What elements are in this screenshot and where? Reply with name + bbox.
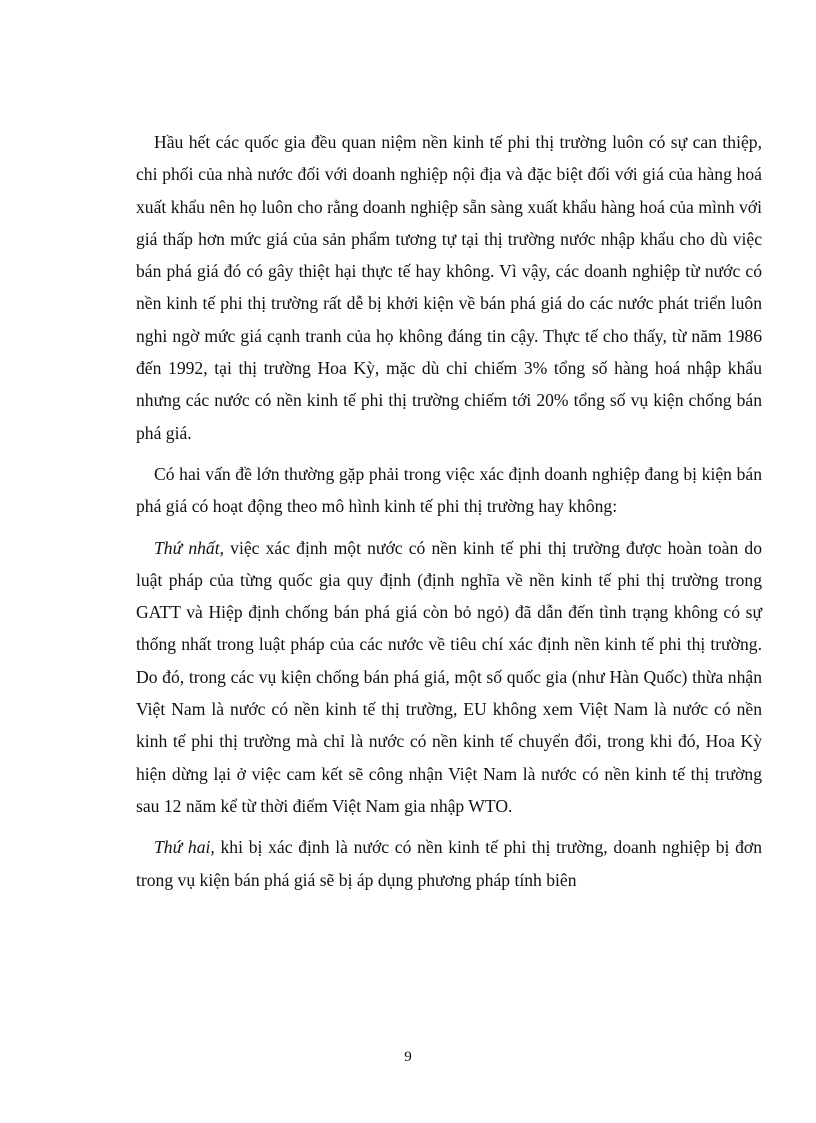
page-number: 9 <box>404 1049 412 1065</box>
paragraph-4-lead: Thứ hai, <box>154 837 215 858</box>
paragraph-1-text: Hầu hết các quốc gia đều quan niệm nền kinh tế phi thị trường luôn có sự can thiệp, chi phối của nhà nước đối với doanh nghiệp nội địa và đặc biệt đối với giá của hàng hoá xuất khẩu nên họ luôn cho rằng doanh nghiệp sẵn sàng xuất khẩu hàng hoá của mình với giá thấp hơn mức giá của sản phẩm tương tự tại thị trường nước nhập khẩu cho dù việc bán phá giá đó có gây thiệt hại thực tế hay không. Vì vậy, các doanh nghiệp từ nước có nền kinh tế phi thị trường rất dễ bị khởi kiện về bán phá giá do các nước phát triển luôn nghi ngờ mức giá cạnh tranh của họ không đáng tin cậy. Thực tế cho thấy, từ năm 1986 đến 1992, tại thị trường Hoa Kỳ, mặc dù chỉ chiếm 3% tổng số hàng hoá nhập khẩu nhưng các nước có nền kinh tế phi thị trường chiếm tới 20% tổng số vụ kiện chống bán phá giá. <box>136 132 762 443</box>
paragraph-2 <box>136 458 762 523</box>
body-text <box>136 126 762 896</box>
paragraph-4-text: khi bị xác định là nước có nền kinh tế phi thị trường, doanh nghiệp bị đơn trong vụ kiện bán phá giá sẽ bị áp dụng phương pháp tính biên <box>136 837 762 890</box>
paragraph-3-text: việc xác định một nước có nền kinh tế phi thị trường được hoàn toàn do luật pháp của từng quốc gia quy định (định nghĩa về nền kinh tế phi thị trường trong GATT và Hiệp định chống bán phá giá còn bỏ ngỏ) đã dẫn đến tình trạng không có sự thống nhất trong luật pháp của các nước về tiêu chí xác định nền kinh tế phi thị trường. Do đó, trong các vụ kiện chống bán phá giá, một số quốc gia (như Hàn Quốc) thừa nhận Việt Nam là nước có nền kinh tế thị trường, EU không xem Việt Nam là nước có nền kinh tế phi thị trường mà chỉ là nước có nền kinh tế chuyển đổi, trong khi đó, Hoa Kỳ hiện dừng lại ở việc cam kết sẽ công nhận Việt Nam là nước có nền kinh tế thị trường sau 12 năm kể từ thời điểm Việt Nam gia nhập WTO. <box>136 537 762 816</box>
paragraph-1 <box>136 126 762 449</box>
paragraph-3 <box>136 532 762 823</box>
paragraph-3-lead: Thứ nhất, <box>154 537 225 558</box>
paragraph-2-text: Có hai vấn đề lớn thường gặp phải trong việc xác định doanh nghiệp đang bị kiện bán phá giá có hoạt động theo mô hình kinh tế phi thị trường hay không: <box>136 463 762 517</box>
paragraph-4 <box>136 831 762 896</box>
